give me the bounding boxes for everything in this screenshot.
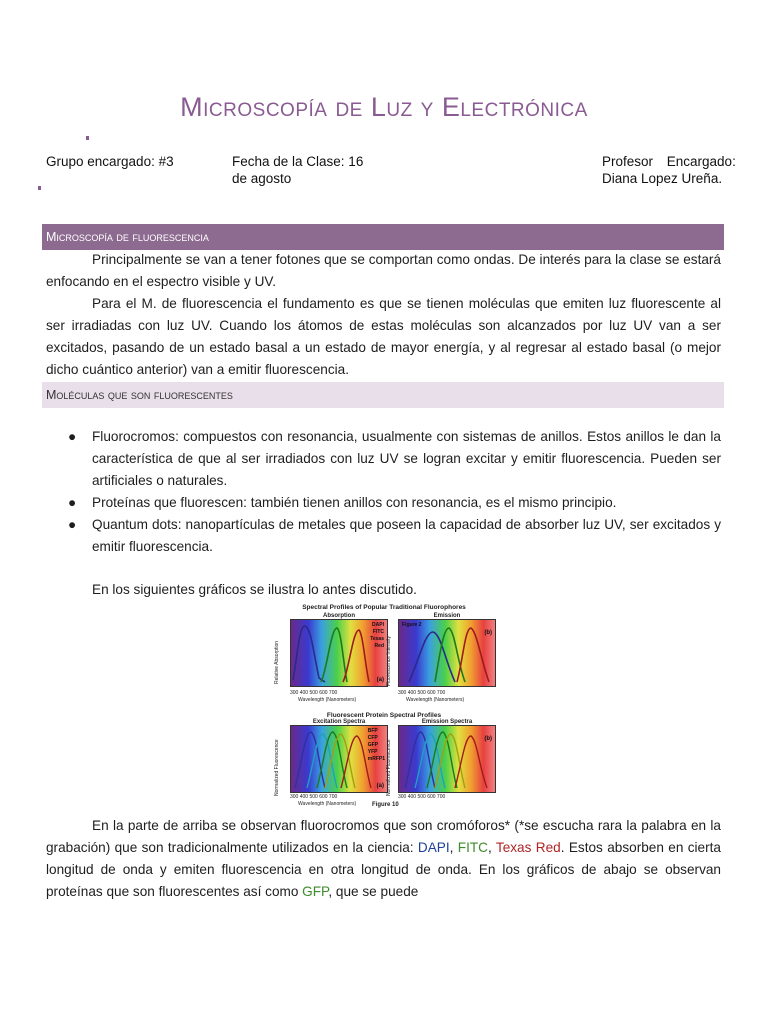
list-item-text: Quantum dots: nanopartículas de metales que poseen la capacidad de absorber luz UV, ser excitados y emitir fluorescencia. (92, 517, 721, 554)
professor-line-1: Profesor Encargado: (602, 154, 736, 169)
x-axis-label: Wavelength (Nanometers) (406, 697, 465, 703)
figure-traditional-fluorophores (268, 604, 500, 703)
panel-heading: Emission Spectra (421, 719, 473, 725)
emission-panel (398, 613, 496, 703)
legend-entry: Red (374, 643, 384, 649)
list-item (46, 426, 721, 492)
gfp-label: GFP (302, 884, 329, 899)
figure-title: Fluorescent Protein Spectral Profiles (326, 712, 442, 719)
emission-spectrum (398, 725, 496, 793)
figure-protein-profiles (268, 712, 500, 808)
absorption-spectrum (290, 619, 388, 687)
closing-text-a: En la parte de arriba se observan fluorocromos que son cromóforos* (*se escucha rara la palabra en la grabación) que son tradicionalmente utilizados en la ciencia: (46, 818, 721, 855)
group-info (46, 153, 174, 170)
y-axis-label: Normalized Fluorescence (386, 739, 392, 796)
absorption-panel (290, 613, 388, 703)
panel-heading: Emission (433, 613, 461, 619)
texas-red-label: Texas Red (495, 840, 561, 855)
list-item (46, 514, 721, 558)
decorative-mark (86, 136, 89, 140)
professor-line-2: Diana Lopez Ureña. (602, 171, 723, 186)
section-heading-fluorescencia: Microscopía de fluorescencia (42, 224, 724, 250)
professor-info (602, 153, 744, 187)
x-axis-label: Wavelength (Nanometers) (298, 697, 357, 703)
date-line-2: de agosto (232, 171, 292, 186)
legend-entry: CFP (367, 735, 378, 741)
date-info (232, 153, 363, 187)
page-title: Microscopía de Luz y Electrónica (180, 92, 588, 122)
fitc-label: FITC (457, 840, 488, 855)
y-axis-label: Relative Absorption (274, 640, 280, 684)
panel-tag: (a) (376, 677, 384, 683)
legend-entry: DAPI (372, 622, 384, 628)
y-axis-label: Normalized Fluorescence (274, 739, 280, 796)
panel-tag: (b) (484, 630, 492, 636)
legend-entry: YFP (367, 749, 378, 755)
section-heading-moleculas: Moléculas que son fluorescentes (42, 382, 724, 408)
chart-legend (370, 622, 384, 650)
x-tick-labels: 300 400 500 600 700 (398, 690, 446, 696)
bullet-icon: ● (68, 517, 77, 532)
bullet-icon: ● (68, 429, 77, 444)
excitation-spectrum (290, 725, 388, 793)
date-line-1: Fecha de la Clase: 16 (232, 154, 364, 169)
bullet-icon: ● (68, 495, 77, 510)
panel-heading: Absorption (323, 613, 355, 619)
panel-tag: (a) (376, 783, 384, 789)
decorative-mark (38, 186, 41, 190)
legend-entry: FITC (372, 629, 384, 635)
closing-text-b: . Estos absorben en cierta longitud de onda y emiten fluorescencia en otra longitud de onda. En los gráficos de abajo se observan proteínas que son fluorescentes así como (46, 840, 721, 899)
panel-heading: Excitation Spectra (312, 719, 366, 725)
list-item (46, 492, 721, 514)
dapi-label: DAPI (417, 840, 450, 855)
emission-spectrum (398, 619, 496, 687)
y-axis-label: Fluorescence Intensity (386, 635, 392, 686)
x-tick-labels: 300 400 500 600 700 (290, 690, 338, 696)
separator: , (449, 840, 458, 855)
chart-legend (368, 728, 385, 763)
figure-number-label: Figure 10 (372, 802, 399, 808)
legend-entry: BFP (367, 728, 378, 734)
molecule-list (46, 426, 721, 558)
figure-title: Spectral Profiles of Popular Traditional Fluorophores (302, 604, 466, 611)
list-item-text: Proteínas que fluorescen: también tienen anillos con resonancia, es el mismo principio. (92, 495, 617, 510)
legend-entry: Texas (370, 636, 384, 642)
emission-panel (398, 719, 496, 800)
paragraph-1: Principalmente se van a tener fotones que se comportan como ondas. De interés para la clase se estará enfocando en el espectro visible y UV. (46, 252, 721, 289)
closing-paragraph (46, 815, 721, 903)
x-axis-label: Wavelength (Nanometers) (298, 801, 357, 807)
list-item-text: Fluorocromos: compuestos con resonancia, usualmente con sistemas de anillos. Estos anillos le dan la característica de que al ser irradiados con luz UV se logran excitar y emitir fluorescencia. Pueden ser artificiales o naturales. (92, 429, 721, 488)
x-tick-labels: 300 400 500 600 700 (290, 794, 338, 800)
paragraph-2: Para el M. de fluorescencia el fundamento es que se tienen moléculas que emiten luz fluorescente al ser irradiadas con luz UV. Cuando los átomos de estas moléculas son alcanzados por luz UV van a ser excitados, pasando de un estado basal a un estado de mayor energía, y al regresar al estado basal (o mejor dicho cuántico anterior) van a emitir fluorescencia. (46, 296, 721, 377)
x-tick-labels: 300 400 500 600 700 (398, 794, 446, 800)
legend-entry: mRFP1 (367, 756, 385, 762)
graphs-intro: En los siguientes gráficos se ilustra lo antes discutido. (92, 582, 417, 597)
legend-entry: GFP (367, 742, 379, 748)
closing-text-c: , que se puede (328, 884, 419, 899)
group-label: Grupo encargado: #3 (46, 154, 174, 169)
separator: , (488, 840, 496, 855)
excitation-panel (290, 719, 388, 807)
figure-number-label: Figure 2 (402, 622, 422, 628)
panel-tag: (b) (484, 736, 492, 742)
